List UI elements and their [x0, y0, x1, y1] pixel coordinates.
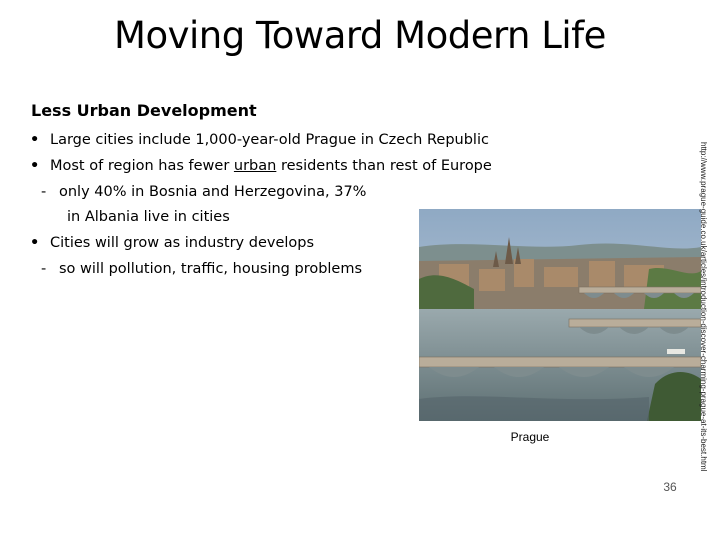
dash-marker: - [41, 260, 47, 277]
bullet-text: Large cities include 1,000-year-old Prague in Czech Republic [50, 132, 489, 148]
page-number: 36 [663, 480, 677, 494]
prague-photo [419, 209, 701, 421]
bullet-text: Cities will grow as industry develops [50, 235, 315, 252]
bullet-item [30, 154, 530, 180]
sub-bullet-text: only 40% in Bosnia and Herzegovina, 37% [59, 183, 367, 200]
slide-subtitle: Less Urban Development [31, 101, 257, 120]
bullet-marker: • [30, 157, 40, 174]
sub-bullet-text: in Albania live in cities [67, 209, 230, 226]
image-caption: Prague [510, 430, 550, 444]
source-url: http://www.prague-guide.co.uk/articles/introduction-discover-charming-prague-at-its-best.html [699, 142, 708, 472]
bullet-marker: • [30, 235, 40, 252]
urban-link[interactable]: urban [233, 157, 277, 174]
bullet-text-post: residents than rest of Europe [276, 157, 492, 174]
dash-marker: - [41, 183, 47, 200]
bullet-item [30, 128, 530, 154]
bullet-marker: • [30, 132, 40, 148]
sub-bullet-item [30, 180, 530, 206]
slide-title: Moving Toward Modern Life [114, 14, 606, 57]
bullet-text-pre: Most of region has fewer [50, 157, 234, 174]
sub-bullet-text: so will pollution, traffic, housing problems [59, 260, 363, 277]
prague-cityscape-image [419, 209, 701, 421]
